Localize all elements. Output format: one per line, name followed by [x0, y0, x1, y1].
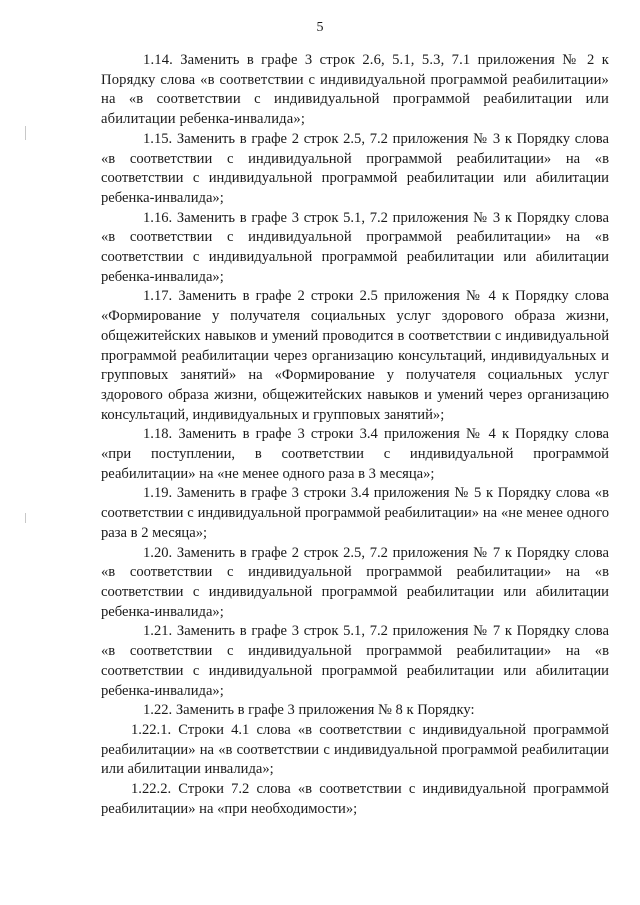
- clause-1-21: 1.21. Заменить в графе 3 строк 5.1, 7.2 приложения № 7 к Порядку слова «в соответствии с индивидуальной программой реабилитации» на «в соответствии с индивидуальной программой реабилитации или абилитации ребенка-инвалида»;: [101, 623, 609, 699]
- clause-1-22-1: 1.22.1. Строки 4.1 слова «в соответствии с индивидуальной программой реабилитации» на «в соответствии с индивидуальной программой реабилитации или абилитации инвалида»;: [101, 721, 609, 778]
- page-number: 5: [316, 20, 324, 35]
- clause-1-22: 1.22. Заменить в графе 3 приложения № 8 к Порядку:: [143, 702, 475, 719]
- clause-1-17: 1.17. Заменить в графе 2 строки 2.5 приложения № 4 к Порядку слова «Формирование у получателя социальных услуг здорового образа жизни, общежитейских навыков и умений проводится в соответствии с индивидуальной программой реабилитации через организацию консультаций, индивидуальных и групповых занятий» на «Формирование у получателя социальных услуг здорового образа жизни, общежитейских навыков и умений через организацию консультаций, индивидуальных и групповых занятий»;: [101, 288, 609, 423]
- scan-artifact-line: [25, 126, 26, 140]
- clause-1-19: 1.19. Заменить в графе 3 строки 3.4 приложения № 5 к Порядку слова «в соответствии с индивидуальной программой реабилитации» на «не менее одного раза в 2 месяца»;: [101, 485, 609, 541]
- document-body: [101, 51, 609, 819]
- clause-1-20: 1.20. Заменить в графе 2 строк 2.5, 7.2 приложения № 7 к Порядку слова «в соответствии с индивидуальной программой реабилитации» на «в соответствии с индивидуальной программой реабилитации или абилитации ребенка-инвалида»;: [101, 544, 609, 620]
- clause-1-14: 1.14. Заменить в графе 3 строк 2.6, 5.1, 5.3, 7.1 приложения № 2 к Порядку слова «в соответствии с индивидуальной программой реабилитации» на «в соответствии с индивидуальной программой реабилитации или абилитации ребенка-инвалида»;: [101, 52, 609, 128]
- clause-1-18: 1.18. Заменить в графе 3 строки 3.4 приложения № 4 к Порядку слова «при поступлении, в соответствии с индивидуальной программой реабилитации» на «не менее одного раза в 3 месяца»;: [101, 426, 609, 482]
- scan-artifact-line: [25, 513, 26, 523]
- clause-1-16: 1.16. Заменить в графе 3 строк 5.1, 7.2 приложения № 3 к Порядку слова «в соответствии с индивидуальной программой реабилитации» на «в соответствии с индивидуальной программой реабилитации или абилитации ребенка-инвалида»;: [101, 209, 609, 285]
- clause-1-15: 1.15. Заменить в графе 2 строк 2.5, 7.2 приложения № 3 к Порядку слова «в соответствии с индивидуальной программой реабилитации» на «в соответствии с индивидуальной программой реабилитации или абилитации ребенка-инвалида»;: [101, 130, 609, 206]
- clause-1-22-2: 1.22.2. Строки 7.2 слова «в соответствии с индивидуальной программой реабилитации» на «при необходимости»;: [101, 781, 609, 817]
